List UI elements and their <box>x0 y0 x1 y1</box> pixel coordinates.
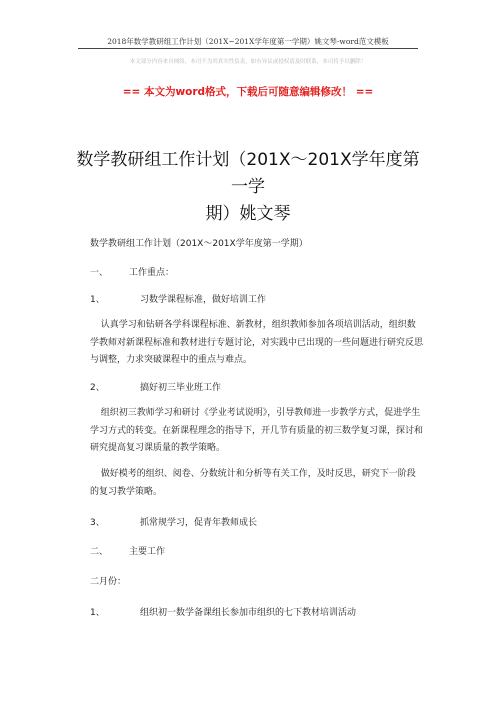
section-number: 二、 <box>90 547 109 557</box>
item-number: 3、 <box>90 518 105 528</box>
header-divider <box>78 48 418 49</box>
format-notice: == 本文为word格式，下载后可随意编辑修改！ == <box>122 86 374 98</box>
item-heading: 习数学课程标准，做好培训工作 <box>140 295 267 305</box>
section-heading: 工作重点： <box>129 268 175 278</box>
item-number: 1、 <box>90 295 105 305</box>
disclaimer-text: 本文部分内容来自网络，本司不为其真实性负责，如有异议或侵权请及时联系，本司将予以删除！ <box>129 59 367 65</box>
item-number: 1、 <box>90 608 105 618</box>
document-subtitle: 数学教研组工作计划（201X～201X学年度第一学期） <box>90 239 308 249</box>
section-heading: 主要工作 <box>129 547 166 557</box>
title-line-2: 期）姚文琴 <box>205 204 291 224</box>
section-number: 一、 <box>90 268 109 278</box>
item-heading: 组织初一数学备课组长参加市组织的七下教材培训活动 <box>140 608 357 618</box>
document-title <box>70 147 426 228</box>
body-paragraph: 组织初三教师学习和研讨《学业考试说明》，引导教师进一步教学方式，促进学生学习方式的转变。在新课程理念的指导下，开几节有质量的初三数学复习课，探讨和研究提高复习课质量的教学策略。 <box>90 408 424 453</box>
body-paragraph: 做好模考的组织、阅卷、分数统计和分析等有关工作，及时反思，研究下一阶段的复习教学策略。 <box>90 469 416 497</box>
item-heading: 抓常规学习，促青年教师成长 <box>140 518 258 528</box>
title-line-1: 数学教研组工作计划（201X～201X学年度第一学 <box>76 150 420 197</box>
running-header: 2018年数学教研组工作计划（201X~201X学年度第一学期）姚文琴-word范文模板 <box>107 37 389 46</box>
month-label: 二月份： <box>90 577 127 587</box>
body-paragraph: 认真学习和钻研各学科课程标准、新教材，组织教师参加各项培训活动，组织数学教师对新课程标准和教材进行专题讨论，对实践中已出现的一些问题进行研究反思与调整，力求突破课程中的重点与难点。 <box>90 320 424 365</box>
item-number: 2、 <box>90 383 105 393</box>
item-heading: 搞好初三毕业班工作 <box>140 383 222 393</box>
